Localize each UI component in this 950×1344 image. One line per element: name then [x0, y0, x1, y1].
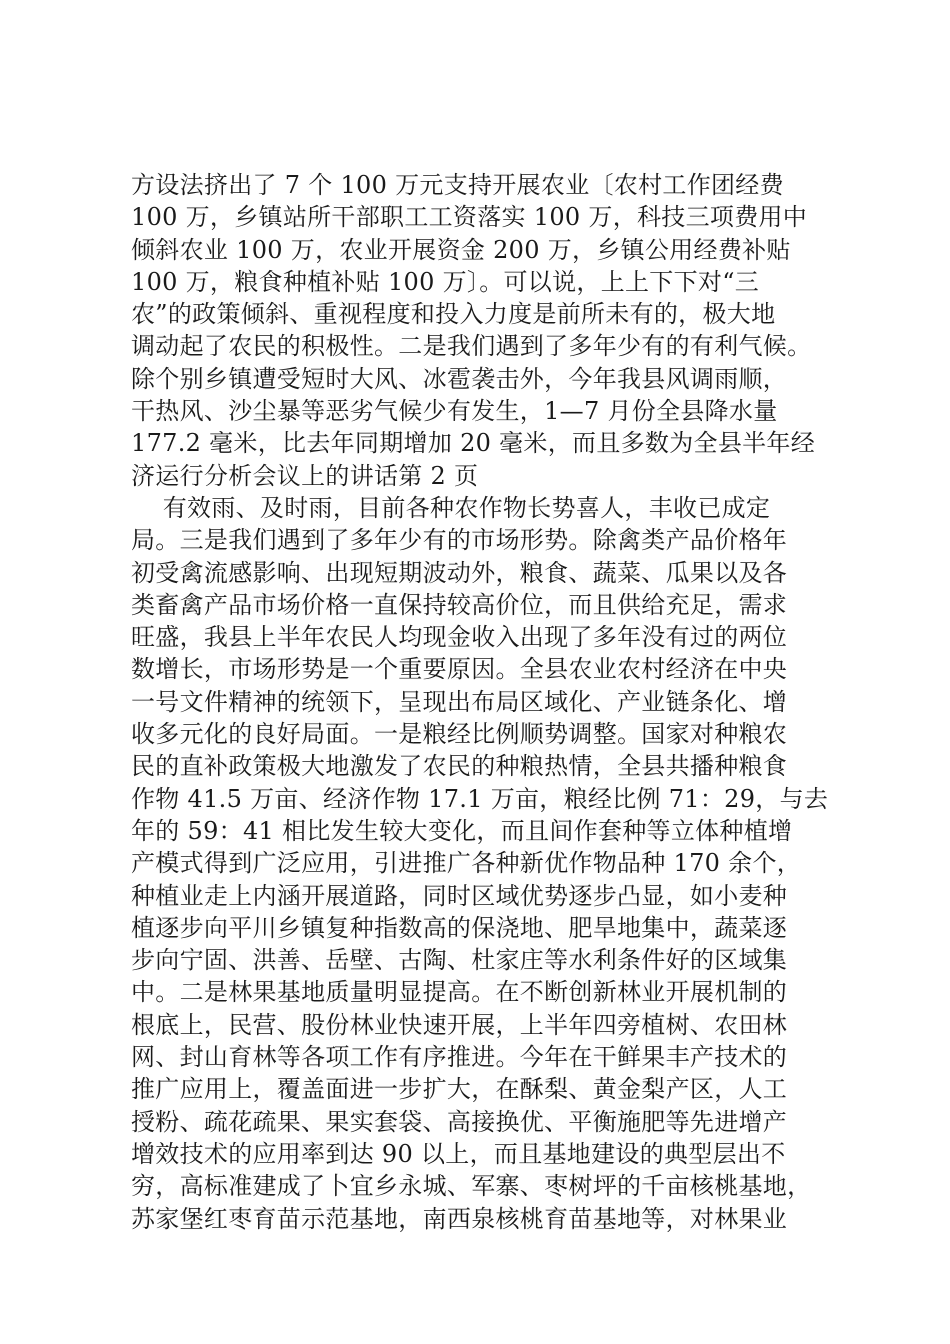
- text-line: 旺盛，我县上半年农民人均现金收入出现了多年没有过的两位: [131, 623, 788, 652]
- text-line: 种植业走上内涵开展道路，同时区域优势逐步凸显，如小麦种: [131, 881, 788, 910]
- text-line: 类畜禽产品市场价格一直保持较高价位，而且供给充足，需求: [131, 590, 788, 619]
- text-line: 干热风、沙尘暴等恶劣气候少有发生，1—7 月份全县降水量: [131, 397, 778, 426]
- text-line: 步向宁固、洪善、岳壁、古陶、杜家庄等水利条件好的区域集: [131, 946, 788, 975]
- text-line: 作物 41.5 万亩、经济作物 17.1 万亩，粮经比例 71：29，与去: [131, 784, 829, 813]
- text-line: 收多元化的良好局面。一是粮经比例顺势调整。国家对种粮农: [131, 720, 788, 749]
- text-line: 数增长，市场形势是一个重要原因。全县农业农村经济在中央: [131, 655, 788, 684]
- text-line: 100 万，粮食种植补贴 100 万〕。可以说，上上下下对“三: [131, 267, 760, 296]
- text-line: 177.2 毫米，比去年同期增加 20 毫米，而且多数为全县半年经: [131, 429, 816, 458]
- text-line: 产模式得到广泛应用，引进推广各种新优作物品种 170 余个，: [131, 849, 802, 878]
- text-line: 农”的政策倾斜、重视程度和投入力度是前所未有的，极大地: [131, 300, 776, 329]
- text-line: 年的 59：41 相比发生较大变化，而且间作套种等立体种植增: [131, 816, 793, 845]
- text-line: 方设法挤出了 7 个 100 万元支持开展农业〔农村工作团经费: [131, 171, 784, 199]
- text-line: 民的直补政策极大地激发了农民的种粮热情，全县共播种粮食: [131, 752, 788, 781]
- text-line: 初受禽流感影响、出现短期波动外，粮食、蔬菜、瓜果以及各: [131, 558, 788, 587]
- text-line: 增效技术的应用率到达 90 以上，而且基地建设的典型层出不: [131, 1139, 786, 1168]
- text-line: 100 万，乡镇站所干部职工工资落实 100 万，科技三项费用中: [131, 203, 808, 232]
- text-line: 一号文件精神的统领下，呈现出布局区域化、产业链条化、增: [131, 687, 788, 716]
- page-footer-line: 济运行分析会议上的讲话第 2 页: [131, 461, 479, 490]
- text-line: 倾斜农业 100 万，农业开展资金 200 万，乡镇公用经费补贴: [131, 235, 791, 264]
- text-line: 推广应用上，覆盖面进一步扩大，在酥梨、黄金梨产区，人工: [131, 1075, 788, 1104]
- body-text: [131, 169, 851, 1235]
- text-line: 网、封山育林等各项工作有序推进。今年在干鲜果丰产技术的: [131, 1043, 788, 1072]
- text-line: 除个别乡镇遭受短时大风、冰雹袭击外，今年我县风调雨顺，: [131, 364, 788, 393]
- text-line: 植逐步向平川乡镇复种指数高的保浇地、肥旱地集中，蔬菜逐: [131, 913, 788, 942]
- paragraph-start-line: 有效雨、及时雨，目前各种农作物长势喜人，丰收已成定: [131, 493, 771, 522]
- text-line: 局。三是我们遇到了多年少有的市场形势。除禽类产品价格年: [131, 526, 788, 555]
- text-line: 调动起了农民的积极性。二是我们遇到了多年少有的有利气候。: [131, 332, 812, 361]
- text-line: 苏家堡红枣育苗示范基地，南西泉核桃育苗基地等，对林果业: [131, 1204, 788, 1233]
- text-line: 根底上，民营、股份林业快速开展，上半年四旁植树、农田林: [131, 1010, 788, 1039]
- text-line: 穷，高标准建成了卜宜乡永城、军寨、枣树坪的千亩核桃基地，: [131, 1172, 812, 1201]
- text-line: 中。二是林果基地质量明显提高。在不断创新林业开展机制的: [131, 978, 788, 1007]
- text-line: 授粉、疏花疏果、果实套袋、高接换优、平衡施肥等先进增产: [131, 1107, 788, 1136]
